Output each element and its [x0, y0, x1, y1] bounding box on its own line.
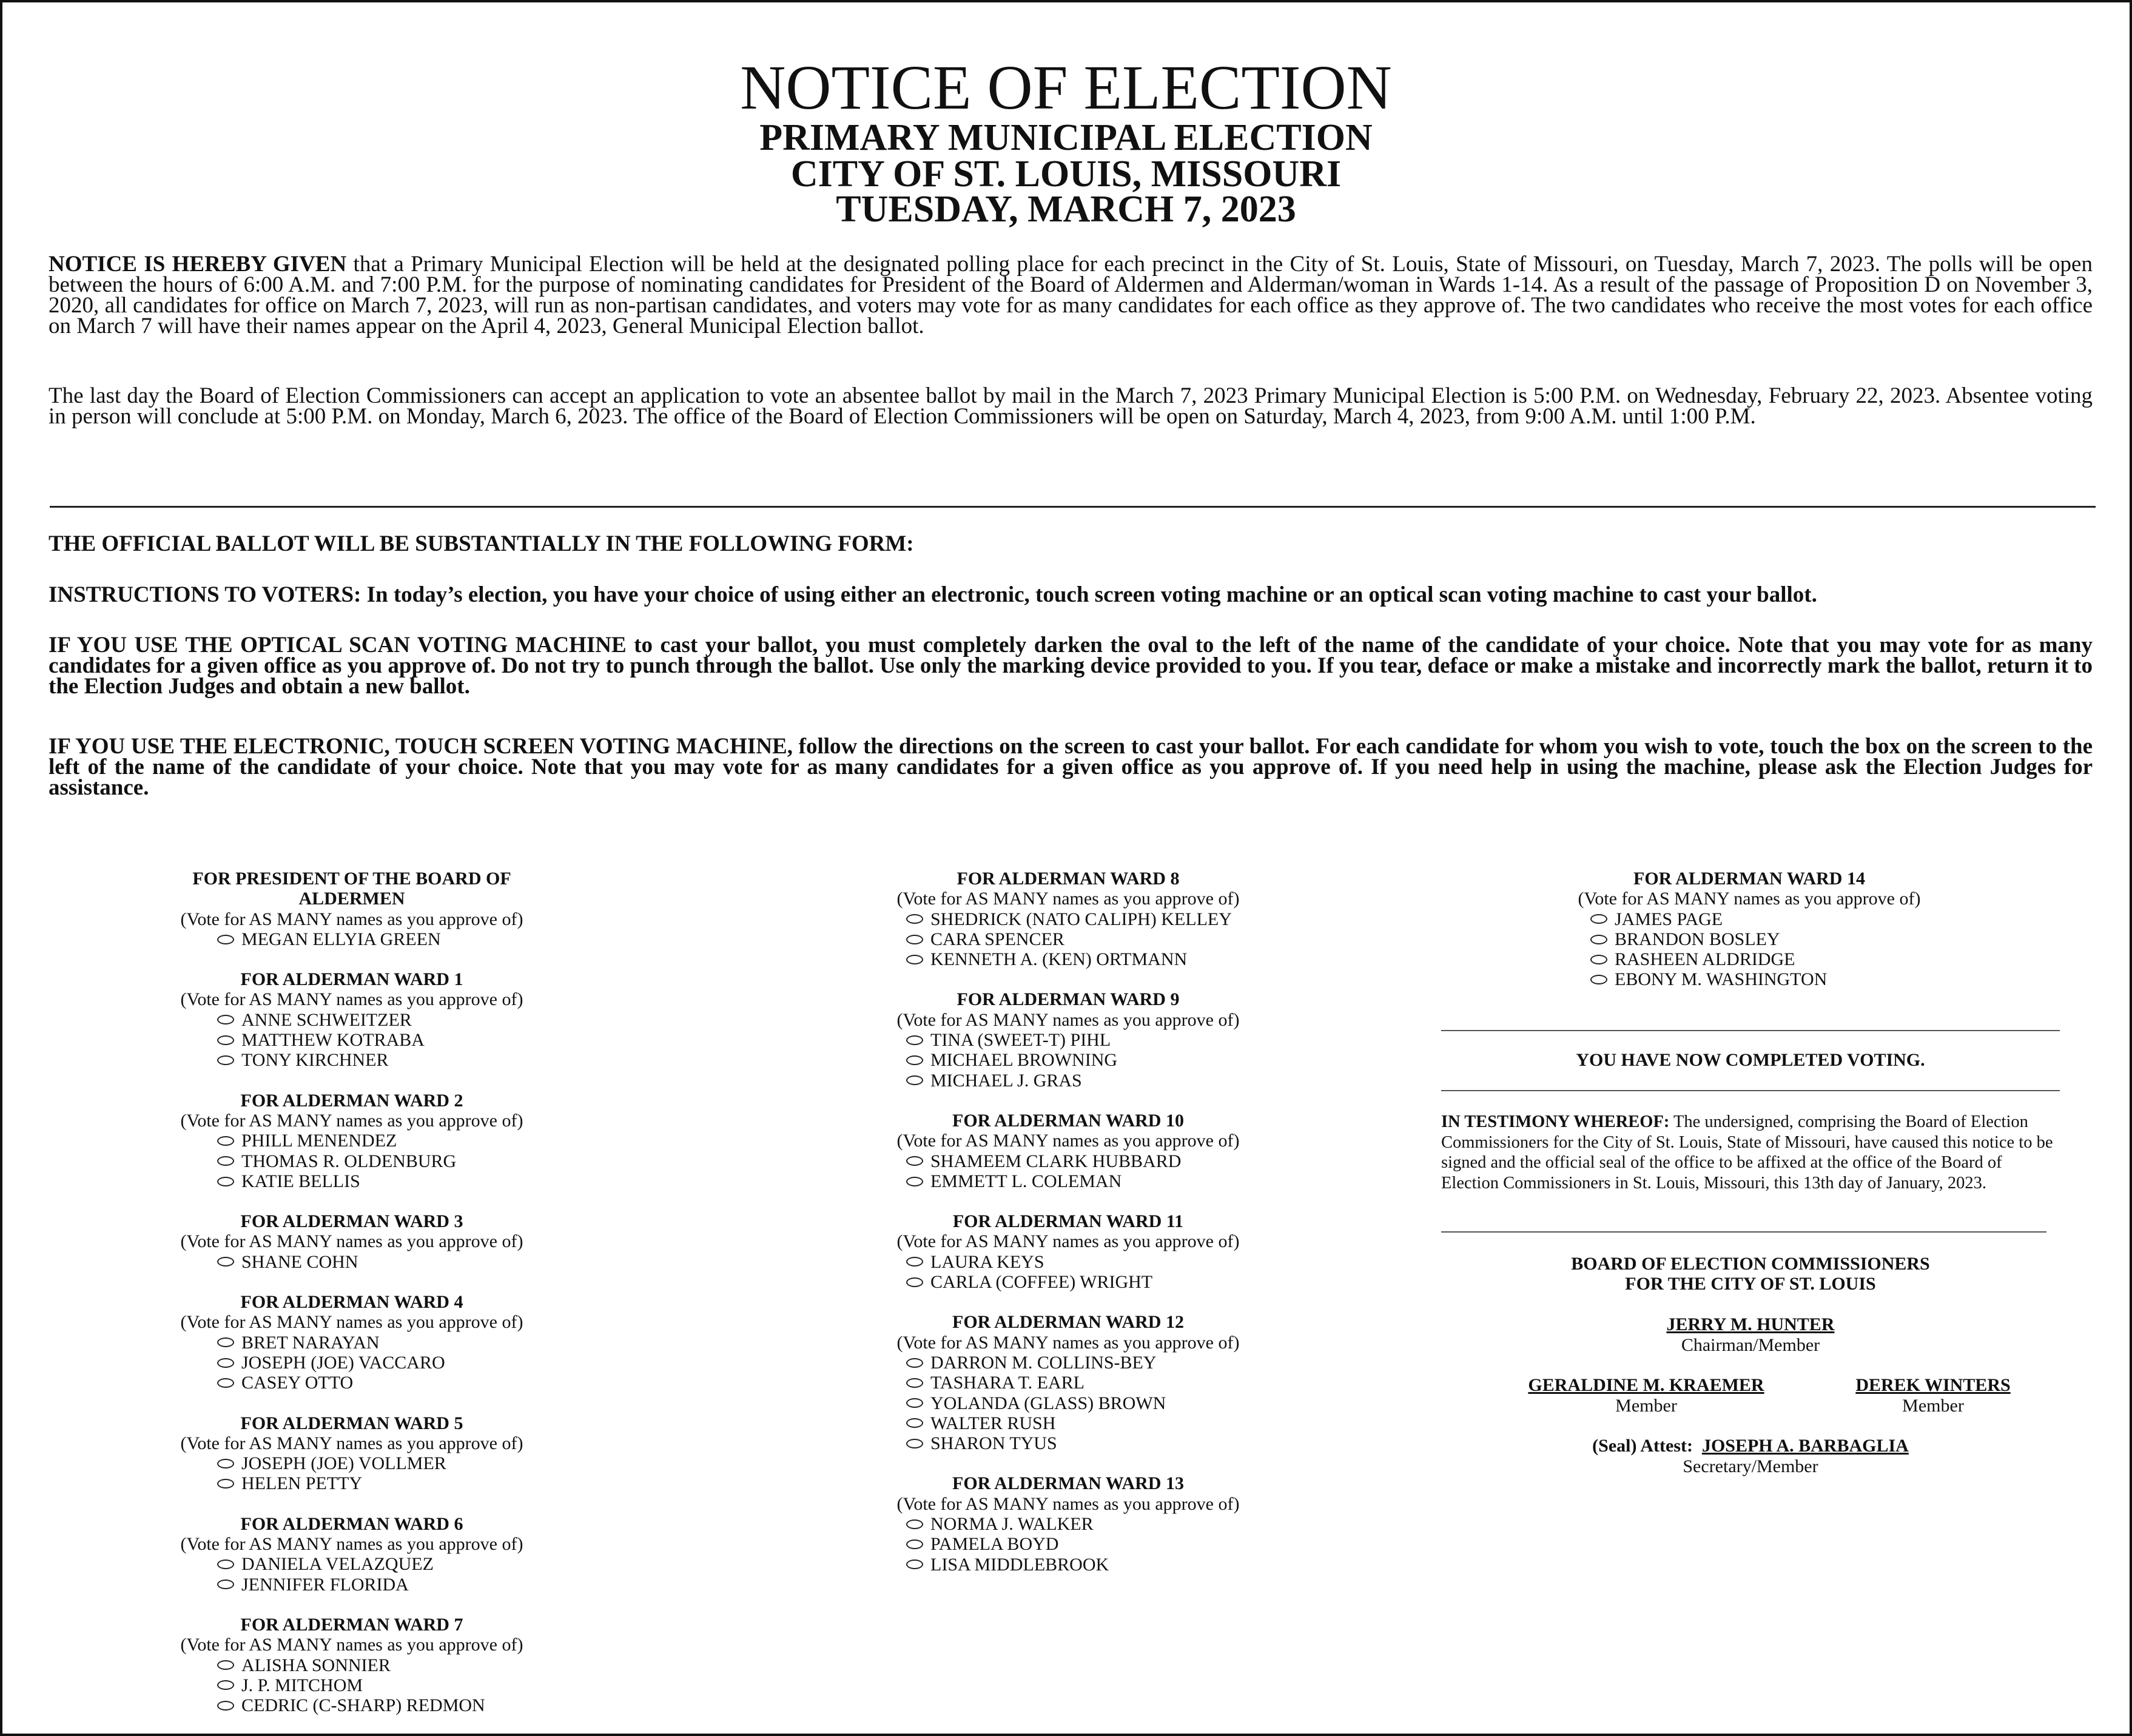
ballot-oval-icon[interactable]: [217, 1136, 234, 1146]
notice-subtitle-election: PRIMARY MUNICIPAL ELECTION: [759, 117, 1373, 158]
candidate-name: BRANDON BOSLEY: [1615, 929, 1780, 949]
ballot-oval-icon[interactable]: [906, 1398, 923, 1408]
race-title: FOR ALDERMAN WARD 3: [240, 1211, 463, 1232]
ballot-oval-icon[interactable]: [217, 1459, 234, 1469]
candidate-name: YOLANDA (GLASS) BROWN: [930, 1393, 1166, 1413]
candidate-name: CARA SPENCER: [930, 929, 1064, 949]
ballot-oval-icon[interactable]: [217, 1701, 234, 1711]
race-vote-instruction: (Vote for AS MANY names as you approve of): [180, 909, 523, 929]
candidate-name: LISA MIDDLEBROOK: [930, 1554, 1109, 1575]
race-title: FOR ALDERMAN WARD 13: [952, 1473, 1184, 1494]
candidate-name: HELEN PETTY: [241, 1473, 363, 1494]
candidate-name: JAMES PAGE: [1615, 909, 1723, 929]
candidate-name: MICHAEL J. GRAS: [930, 1070, 1082, 1091]
candidate-option[interactable]: [133, 1252, 613, 1272]
race-title: FOR ALDERMAN WARD 4: [240, 1292, 463, 1313]
race-vote-instruction: (Vote for AS MANY names as you approve of): [180, 1635, 523, 1655]
candidate-option[interactable]: [809, 1393, 1355, 1413]
candidate-option[interactable]: [809, 1534, 1355, 1554]
candidate-option[interactable]: [133, 1151, 613, 1171]
optical-scan-instructions: IF YOU USE THE OPTICAL SCAN VOTING MACHINE to cast your ballot, you must completely darken the oval to the left of the name of the candidate of your choice. Note that you may vote for as many candidates for a given office as you approve of. Do not try to punch through the ballot. Use only the marking device provided to you. If you tear, deface or make a mistake and incorrectly mark the ballot, return it to the Election Judges and obtain a new ballot.: [49, 633, 2093, 699]
candidate-option[interactable]: [809, 1171, 1355, 1191]
ballot-oval-icon[interactable]: [217, 1156, 234, 1166]
candidate-option[interactable]: [1495, 949, 2004, 969]
ballot-oval-icon[interactable]: [906, 1257, 923, 1267]
candidate-name: SHARON TYUS: [930, 1433, 1057, 1454]
candidate-option[interactable]: [809, 929, 1355, 949]
signer-role: Secretary/Member: [1683, 1456, 1818, 1476]
race-vote-instruction: (Vote for AS MANY names as you approve of): [896, 1009, 1240, 1030]
candidate-option[interactable]: [809, 1433, 1355, 1453]
candidate-name: JOSEPH (JOE) VOLLMER: [241, 1453, 446, 1474]
candidate-name: NORMA J. WALKER: [930, 1514, 1094, 1535]
candidate-option[interactable]: [133, 1171, 613, 1191]
candidate-option[interactable]: [133, 1373, 613, 1393]
candidate-name: WALTER RUSH: [930, 1413, 1056, 1433]
race-title: FOR ALDERMAN WARD 8: [957, 869, 1180, 889]
candidate-name: DARRON M. COLLINS-BEY: [930, 1352, 1157, 1373]
candidate-name: SHANE COHN: [241, 1251, 358, 1272]
ballot-column-1: [133, 869, 613, 1735]
ballot-oval-icon[interactable]: [217, 1378, 234, 1388]
candidate-name: CASEY OTTO: [241, 1373, 354, 1393]
notice-title: NOTICE OF ELECTION: [740, 53, 1392, 123]
race-title: FOR ALDERMAN WARD 1: [240, 969, 463, 990]
race-vote-instruction: (Vote for AS MANY names as you approve of): [896, 889, 1240, 909]
ballot-column-2: [809, 869, 1355, 1595]
divider-line: [1441, 1090, 2060, 1091]
race-vote-instruction: (Vote for AS MANY names as you approve of): [180, 989, 523, 1010]
candidate-option[interactable]: [809, 1373, 1355, 1393]
candidate-name: PHILL MENENDEZ: [241, 1131, 397, 1151]
ballot-race: [133, 1292, 613, 1393]
candidate-option[interactable]: [133, 1050, 613, 1070]
candidate-option[interactable]: [133, 1695, 613, 1715]
race-title: FOR ALDERMAN WARD 6: [240, 1513, 463, 1534]
candidate-name: TONY KIRCHNER: [241, 1050, 389, 1071]
race-title: FOR ALDERMAN WARD 12: [952, 1312, 1184, 1333]
candidate-option[interactable]: [1495, 969, 2004, 989]
notice-paragraph-1: [49, 254, 2093, 337]
board-subtitle: FOR THE CITY OF ST. LOUIS: [1625, 1274, 1876, 1294]
race-vote-instruction: (Vote for AS MANY names as you approve of): [180, 1110, 523, 1131]
candidate-option[interactable]: [133, 1010, 613, 1030]
race-title: FOR ALDERMAN WARD 7: [240, 1614, 463, 1635]
candidate-option[interactable]: [133, 1655, 613, 1675]
candidate-name: CARLA (COFFEE) WRIGHT: [930, 1272, 1153, 1293]
ballot-oval-icon[interactable]: [906, 1177, 923, 1186]
candidate-name: RASHEEN ALDRIDGE: [1615, 949, 1795, 970]
candidate-option[interactable]: [133, 1675, 613, 1695]
race-vote-instruction: (Vote for AS MANY names as you approve of): [896, 1231, 1240, 1252]
ballot-oval-icon[interactable]: [217, 1358, 234, 1368]
ballot-oval-icon[interactable]: [906, 1358, 923, 1368]
candidate-name: J. P. MITCHOM: [241, 1675, 363, 1695]
signer-name: JOSEPH A. BARBAGLIA: [1701, 1436, 1909, 1456]
ballot-oval-icon[interactable]: [217, 1680, 234, 1690]
candidate-option[interactable]: [809, 1555, 1355, 1575]
ballot-oval-icon[interactable]: [1590, 914, 1607, 924]
ballot-oval-icon[interactable]: [1590, 935, 1607, 944]
candidate-option[interactable]: [133, 1131, 613, 1151]
ballot-race: [809, 869, 1355, 969]
ballot-heading: THE OFFICIAL BALLOT WILL BE SUBSTANTIALLY IN THE FOLLOWING FORM:: [49, 531, 914, 556]
completed-voting-text: YOU HAVE NOW COMPLETED VOTING.: [1576, 1050, 1925, 1070]
candidate-option[interactable]: [809, 1050, 1355, 1070]
ballot-oval-icon[interactable]: [906, 1439, 923, 1448]
notice-paragraph-2: The last day the Board of Election Commissioners can accept an application to vote an absentee ballot by mail in the March 7, 2023 Primary Municipal Election is 5:00 P.M. on Wednesday, February 22, 2023. Absentee voting in person will conclude at 5:00 P.M. on Monday, March 6, 2023. The office of the Board of Election Commissioners will be open on Saturday, March 4, 2023, from 9:00 A.M. until 1:00 P.M.: [49, 383, 2093, 429]
candidate-option[interactable]: [809, 1151, 1355, 1171]
ballot-oval-icon[interactable]: [906, 914, 923, 924]
section-divider: [50, 506, 2096, 508]
race-title: FOR ALDERMAN WARD 9: [957, 989, 1180, 1010]
signer-role: Member: [1615, 1395, 1677, 1416]
ballot-oval-icon[interactable]: [906, 935, 923, 944]
ballot-oval-icon[interactable]: [906, 1539, 923, 1549]
candidate-name: EBONY M. WASHINGTON: [1615, 969, 1828, 990]
board-title: BOARD OF ELECTION COMMISSIONERS: [1571, 1254, 1930, 1274]
candidate-name: BRET NARAYAN: [241, 1332, 380, 1353]
ballot-oval-icon[interactable]: [906, 1035, 923, 1045]
ballot-race: [809, 1312, 1355, 1453]
race-vote-instruction: (Vote for AS MANY names as you approve of): [180, 1231, 523, 1252]
ballot-oval-icon[interactable]: [906, 1075, 923, 1085]
candidate-name: TASHARA T. EARL: [930, 1373, 1085, 1393]
candidate-name: PAMELA BOYD: [930, 1534, 1059, 1555]
candidate-name: MEGAN ELLYIA GREEN: [241, 929, 441, 949]
race-title: FOR ALDERMAN WARD 11: [952, 1211, 1184, 1232]
ballot-race: [133, 969, 613, 1070]
race-title: FOR ALDERMAN WARD 10: [952, 1110, 1184, 1131]
ballot-oval-icon[interactable]: [217, 1479, 234, 1489]
candidate-option[interactable]: [809, 1071, 1355, 1091]
candidate-option[interactable]: [809, 1272, 1355, 1292]
candidate-name: TINA (SWEET-T) PIHL: [930, 1030, 1111, 1051]
ballot-race: [133, 1413, 613, 1494]
race-vote-instruction: (Vote for AS MANY names as you approve of): [180, 1534, 523, 1555]
ballot-race: [133, 1211, 613, 1272]
race-title: FOR ALDERMAN WARD 14: [1633, 869, 1865, 889]
candidate-option[interactable]: [809, 1030, 1355, 1050]
candidate-option[interactable]: [809, 909, 1355, 929]
ballot-race: [809, 989, 1355, 1090]
signature-hunter: [1441, 1314, 2060, 1355]
race-title: FOR ALDERMAN WARD 2: [240, 1090, 463, 1111]
signature-winters: [1797, 1375, 2070, 1416]
candidate-name: ANNE SCHWEITZER: [241, 1009, 412, 1030]
candidate-option[interactable]: [133, 1473, 613, 1493]
candidate-option[interactable]: [133, 1333, 613, 1353]
ballot-oval-icon[interactable]: [217, 1015, 234, 1024]
candidate-option[interactable]: [133, 1353, 613, 1373]
ballot-oval-icon[interactable]: [906, 1519, 923, 1529]
candidate-option[interactable]: [133, 1030, 613, 1050]
ballot-race: [1495, 869, 2004, 990]
notice-lead: NOTICE IS HEREBY GIVEN: [49, 252, 347, 277]
ballot-oval-icon[interactable]: [217, 1660, 234, 1670]
race-title: FOR ALDERMAN WARD 5: [240, 1413, 463, 1433]
ballot-race: [133, 1514, 613, 1595]
candidate-name: KENNETH A. (KEN) ORTMANN: [930, 949, 1188, 970]
candidate-name: ALISHA SONNIER: [241, 1655, 391, 1675]
race-vote-instruction: (Vote for AS MANY names as you approve of): [896, 1131, 1240, 1151]
candidate-option[interactable]: [809, 1413, 1355, 1433]
testimony-paragraph: [1441, 1112, 2054, 1193]
ballot-oval-icon[interactable]: [906, 1156, 923, 1166]
race-vote-instruction: (Vote for AS MANY names as you approve of): [896, 1332, 1240, 1353]
race-vote-instruction: (Vote for AS MANY names as you approve of): [1578, 889, 1921, 909]
candidate-name: JOSEPH (JOE) VACCARO: [241, 1352, 445, 1373]
candidate-option[interactable]: [809, 1252, 1355, 1272]
notice-subtitle-city: CITY OF ST. LOUIS, MISSOURI: [790, 153, 1342, 195]
signer-name: JERRY M. HUNTER: [1666, 1314, 1835, 1334]
signature-kraemer: [1479, 1375, 1813, 1416]
ballot-oval-icon[interactable]: [1590, 975, 1607, 984]
ballot-oval-icon[interactable]: [906, 955, 923, 964]
ballot-oval-icon[interactable]: [1590, 955, 1607, 964]
ballot-oval-icon[interactable]: [217, 1177, 234, 1186]
ballot-oval-icon[interactable]: [217, 1337, 234, 1347]
race-title: FOR PRESIDENT OF THE BOARD OF ALDERMEN: [192, 869, 511, 909]
ballot-oval-icon[interactable]: [906, 1418, 923, 1428]
candidate-name: MICHAEL BROWNING: [930, 1050, 1118, 1071]
candidate-option[interactable]: [809, 1353, 1355, 1373]
candidate-name: THOMAS R. OLDENBURG: [241, 1151, 457, 1171]
ballot-oval-icon[interactable]: [906, 1277, 923, 1287]
testimony-text: The undersigned, comprising the Board of Election Commissioners for the City of St. Louis, State of Missouri, have caused this notice to be signed and the official seal of the office to be affixed at the office of the Board of Election Commissioners in St. Louis, Missouri, this 13th day of January, 2023.: [1441, 1112, 2053, 1193]
signer-role: Member: [1902, 1395, 1964, 1416]
race-vote-instruction: (Vote for AS MANY names as you approve of): [896, 1493, 1240, 1514]
candidate-name: SHEDRICK (NATO CALIPH) KELLEY: [930, 909, 1232, 929]
notice-paragraph-1-text: that a Primary Municipal Election will be held at the designated polling place for each precinct in the City of St. Louis, State of Missouri, on Tuesday, March 7, 2023. The polls will be open between the hours of 6:00 A.M. and 7:00 P.M. for the purpose of nominating candidates for President of the Board of Aldermen and Alderman/woman in Wards 1-14. As a result of the passage of Proposition D on November 3, 2020, all candidates for office on March 7, 2023, will run as non-partisan candidates, and voters may vote for as many candidates for each office as they approve of. The two candidates who receive the most votes for each office on March 7 will have their names appear on the April 4, 2023, General Municipal Election ballot.: [49, 252, 2093, 338]
candidate-option[interactable]: [809, 949, 1355, 969]
signer-role: Chairman/Member: [1681, 1334, 1820, 1355]
ballot-oval-icon[interactable]: [217, 1580, 234, 1589]
candidate-option[interactable]: [1495, 909, 2004, 929]
candidate-name: SHAMEEM CLARK HUBBARD: [930, 1151, 1182, 1171]
candidate-option[interactable]: [133, 1554, 613, 1574]
candidate-name: MATTHEW KOTRABA: [241, 1030, 425, 1051]
ballot-race: [133, 869, 613, 949]
candidate-option[interactable]: [133, 1575, 613, 1595]
candidate-name: KATIE BELLIS: [241, 1171, 360, 1191]
signer-name: DEREK WINTERS: [1855, 1375, 2011, 1395]
ballot-oval-icon[interactable]: [217, 1559, 234, 1569]
candidate-option[interactable]: [133, 1453, 613, 1473]
candidate-option[interactable]: [133, 929, 613, 949]
ballot-oval-icon[interactable]: [906, 1559, 923, 1569]
signer-name: GERALDINE M. KRAEMER: [1528, 1375, 1764, 1395]
candidate-name: CEDRIC (C-SHARP) REDMON: [241, 1695, 485, 1716]
ballot-column-3: [1495, 869, 2004, 1010]
ballot-race: [809, 1473, 1355, 1574]
candidate-name: LAURA KEYS: [930, 1251, 1044, 1272]
divider-line: [1441, 1231, 2046, 1233]
ballot-race: [809, 1111, 1355, 1191]
signature-barbaglia: [1441, 1436, 2060, 1476]
candidate-option[interactable]: [1495, 929, 2004, 949]
touch-screen-instructions: IF YOU USE THE ELECTRONIC, TOUCH SCREEN VOTING MACHINE, follow the directions on the screen to cast your ballot. For each candidate for whom you wish to vote, touch the box on the screen to the left of the name of the candidate of your choice. Note that you may vote for as many candidates for a given office as you approve of. If you need help in using the machine, please ask the Election Judges for assistance.: [49, 734, 2093, 800]
ballot-oval-icon[interactable]: [217, 935, 234, 944]
candidate-option[interactable]: [809, 1514, 1355, 1534]
candidate-name: JENNIFER FLORIDA: [241, 1574, 409, 1595]
testimony-lead: IN TESTIMONY WHEREOF:: [1441, 1112, 1670, 1131]
ballot-oval-icon[interactable]: [906, 1378, 923, 1388]
ballot-race: [133, 1615, 613, 1715]
race-vote-instruction: (Vote for AS MANY names as you approve of): [180, 1433, 523, 1453]
ballot-oval-icon[interactable]: [217, 1035, 234, 1045]
candidate-name: EMMETT L. COLEMAN: [930, 1171, 1122, 1191]
ballot-oval-icon[interactable]: [906, 1055, 923, 1065]
race-vote-instruction: (Vote for AS MANY names as you approve of): [180, 1312, 523, 1333]
voter-instructions: INSTRUCTIONS TO VOTERS: In today’s election, you have your choice of using either an electronic, touch screen voting machine or an optical scan voting machine to cast your ballot.: [49, 582, 1817, 607]
divider-line: [1441, 1030, 2060, 1031]
ballot-race: [133, 1091, 613, 1191]
ballot-race: [809, 1211, 1355, 1292]
candidate-name: DANIELA VELAZQUEZ: [241, 1554, 434, 1575]
ballot-oval-icon[interactable]: [217, 1055, 234, 1065]
attest-label: (Seal) Attest:: [1592, 1436, 1693, 1456]
ballot-oval-icon[interactable]: [217, 1257, 234, 1267]
notice-subtitle-date: TUESDAY, MARCH 7, 2023: [836, 189, 1296, 230]
